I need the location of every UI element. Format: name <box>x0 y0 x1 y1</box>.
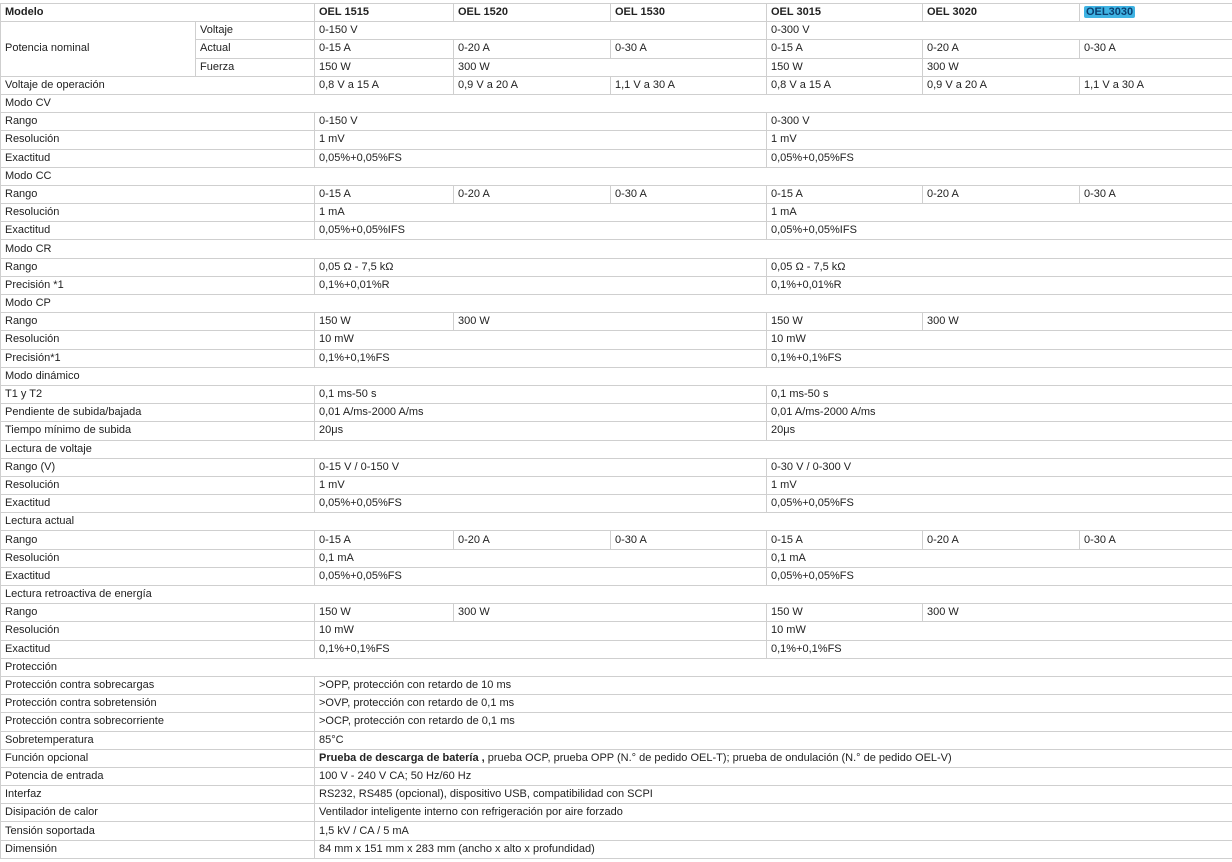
cell: 0,05 Ω - 7,5 kΩ <box>315 258 767 276</box>
row-rated-voltage <box>1 22 1232 40</box>
row-label: Rango <box>1 258 315 276</box>
table-row <box>1 567 1232 585</box>
header-label: Modelo <box>1 4 315 22</box>
row-label: Resolución <box>1 331 315 349</box>
cell: 0-20 A <box>454 531 611 549</box>
cell: 0-30 A <box>1080 185 1232 203</box>
table-row <box>1 622 1232 640</box>
cell: 0,1%+0,01%R <box>315 276 767 294</box>
header-row <box>1 4 1232 22</box>
cell: 10 mW <box>767 622 1232 640</box>
section-title: Modo dinámico <box>1 367 1232 385</box>
row-label: Protección contra sobrecorriente <box>1 713 315 731</box>
row-label: Rango <box>1 185 315 203</box>
cell: 0-20 A <box>454 40 611 58</box>
highlighted-model[interactable]: OEL3030 <box>1086 6 1134 19</box>
section-cc <box>1 167 1232 185</box>
cell: 0,1 mA <box>315 549 767 567</box>
table-row <box>1 313 1232 331</box>
row-label: Exactitud <box>1 640 315 658</box>
cell: 0,05%+0,05%FS <box>767 495 1232 513</box>
row-label: Rango (V) <box>1 458 315 476</box>
table-row <box>1 204 1232 222</box>
section-title: Modo CR <box>1 240 1232 258</box>
cell: 0-30 A <box>1080 531 1232 549</box>
cell: RS232, RS485 (opcional), dispositivo USB, compatibilidad con SCPI <box>315 786 1232 804</box>
section-current-reading <box>1 513 1232 531</box>
cell: 1 mV <box>315 476 767 494</box>
cell: 0,1 ms-50 s <box>315 385 767 403</box>
cell: 0,01 A/ms-2000 A/ms <box>315 404 767 422</box>
cell: 150 W <box>767 604 923 622</box>
row-label: Resolución <box>1 131 315 149</box>
table-row <box>1 385 1232 403</box>
row-label: Dimensión <box>1 840 315 858</box>
row-label: Interfaz <box>1 786 315 804</box>
cell: 100 V - 240 V CA; 50 Hz/60 Hz <box>315 767 1232 785</box>
section-cp <box>1 295 1232 313</box>
row-label: Protección contra sobrecargas <box>1 676 315 694</box>
row-label: Precisión*1 <box>1 349 315 367</box>
cell: 1 mA <box>767 204 1232 222</box>
row-label: T1 y T2 <box>1 385 315 403</box>
spec-table <box>0 3 1232 859</box>
cell: 0,05%+0,05%FS <box>315 567 767 585</box>
cell: 1 mV <box>767 131 1232 149</box>
table-row <box>1 531 1232 549</box>
section-protection <box>1 658 1232 676</box>
table-row <box>1 222 1232 240</box>
table-row <box>1 476 1232 494</box>
cell: 0-15 A <box>767 531 923 549</box>
row-op-voltage <box>1 76 1232 94</box>
table-row <box>1 495 1232 513</box>
cell: >OCP, protección con retardo de 0,1 ms <box>315 713 1232 731</box>
table-row <box>1 676 1232 694</box>
model-2: OEL 1520 <box>454 4 611 22</box>
cell: 0,1%+0,1%FS <box>767 640 1232 658</box>
model-6 <box>1080 4 1232 22</box>
row-label: Exactitud <box>1 222 315 240</box>
rated-label: Potencia nominal <box>1 22 196 77</box>
cell: 0-300 V <box>767 113 1232 131</box>
section-title: Lectura de voltaje <box>1 440 1232 458</box>
model-5: OEL 3020 <box>923 4 1080 22</box>
cell: 0,05%+0,05%FS <box>767 149 1232 167</box>
cell: 300 W <box>454 604 767 622</box>
cell: 0-20 A <box>923 531 1080 549</box>
cell: 0,05 Ω - 7,5 kΩ <box>767 258 1232 276</box>
cell: Ventilador inteligente interno con refrigeración por aire forzado <box>315 804 1232 822</box>
row-label: Precisión *1 <box>1 276 315 294</box>
section-cv <box>1 94 1232 112</box>
row-label: Protección contra sobretensión <box>1 695 315 713</box>
row-label: Voltaje de operación <box>1 76 315 94</box>
cell: 300 W <box>923 604 1232 622</box>
cell: 85°C <box>315 731 1232 749</box>
rated-current-label: Actual <box>196 40 315 58</box>
optional-function-bold: Prueba de descarga de batería , <box>319 751 485 764</box>
section-title: Lectura actual <box>1 513 1232 531</box>
table-row <box>1 840 1232 858</box>
cell: 0-15 A <box>315 185 454 203</box>
cell: 1,1 V a 30 A <box>1080 76 1232 94</box>
cell: 84 mm x 151 mm x 283 mm (ancho x alto x profundidad) <box>315 840 1232 858</box>
cell: >OVP, protección con retardo de 0,1 ms <box>315 695 1232 713</box>
cell: 0-150 V <box>315 22 767 40</box>
row-label: Rango <box>1 604 315 622</box>
cell: 300 W <box>923 313 1232 331</box>
section-power-reading <box>1 586 1232 604</box>
cell: 1,5 kV / CA / 5 mA <box>315 822 1232 840</box>
table-row <box>1 331 1232 349</box>
cell: 0,9 V a 20 A <box>454 76 611 94</box>
cell: 10 mW <box>315 331 767 349</box>
cell: 0-30 A <box>611 531 767 549</box>
table-row <box>1 349 1232 367</box>
table-row <box>1 258 1232 276</box>
cell: 0,01 A/ms-2000 A/ms <box>767 404 1232 422</box>
clipped-top-text <box>0 0 1232 2</box>
table-row <box>1 149 1232 167</box>
cell: 0-15 A <box>315 40 454 58</box>
cell: 1 mV <box>767 476 1232 494</box>
row-label: Potencia de entrada <box>1 767 315 785</box>
row-label: Rango <box>1 313 315 331</box>
table-row <box>1 713 1232 731</box>
table-row <box>1 404 1232 422</box>
row-label: Resolución <box>1 622 315 640</box>
cell: 0-15 A <box>767 40 923 58</box>
cell: 0,1%+0,1%FS <box>767 349 1232 367</box>
row-label: Rango <box>1 113 315 131</box>
cell: 0-30 A <box>611 185 767 203</box>
table-row <box>1 604 1232 622</box>
section-title: Modo CP <box>1 295 1232 313</box>
table-row <box>1 276 1232 294</box>
row-label: Exactitud <box>1 567 315 585</box>
table-row <box>1 786 1232 804</box>
cell: 150 W <box>767 58 923 76</box>
cell: 10 mW <box>315 622 767 640</box>
cell: 0-300 V <box>767 22 1232 40</box>
cell: 1,1 V a 30 A <box>611 76 767 94</box>
section-title: Modo CC <box>1 167 1232 185</box>
table-row <box>1 804 1232 822</box>
cell: 20μs <box>767 422 1232 440</box>
table-row <box>1 185 1232 203</box>
row-label: Sobretemperatura <box>1 731 315 749</box>
row-label: Rango <box>1 531 315 549</box>
row-label: Exactitud <box>1 149 315 167</box>
cell: 0-30 V / 0-300 V <box>767 458 1232 476</box>
row-label: Función opcional <box>1 749 315 767</box>
cell: 1 mA <box>315 204 767 222</box>
section-voltage-reading <box>1 440 1232 458</box>
cell: 0,8 V a 15 A <box>767 76 923 94</box>
cell: 0,1%+0,1%FS <box>315 640 767 658</box>
table-row <box>1 695 1232 713</box>
cell: 0-20 A <box>454 185 611 203</box>
cell: 150 W <box>315 58 454 76</box>
cell: 10 mW <box>767 331 1232 349</box>
row-label: Resolución <box>1 476 315 494</box>
table-row <box>1 822 1232 840</box>
cell: 1 mV <box>315 131 767 149</box>
cell: 0,1 mA <box>767 549 1232 567</box>
cell: 150 W <box>315 313 454 331</box>
table-row <box>1 113 1232 131</box>
table-row <box>1 749 1232 767</box>
row-label: Resolución <box>1 204 315 222</box>
cell: 300 W <box>454 58 767 76</box>
cell: 300 W <box>923 58 1232 76</box>
row-label: Disipación de calor <box>1 804 315 822</box>
cell: 0,05%+0,05%FS <box>315 149 767 167</box>
row-label: Exactitud <box>1 495 315 513</box>
cell: 300 W <box>454 313 767 331</box>
table-row <box>1 422 1232 440</box>
cell: 0,1%+0,1%FS <box>315 349 767 367</box>
cell: >OPP, protección con retardo de 10 ms <box>315 676 1232 694</box>
cell: 0,1 ms-50 s <box>767 385 1232 403</box>
cell: 0,05%+0,05%IFS <box>315 222 767 240</box>
cell: 0-15 A <box>767 185 923 203</box>
model-4: OEL 3015 <box>767 4 923 22</box>
model-3: OEL 1530 <box>611 4 767 22</box>
table-row <box>1 131 1232 149</box>
section-title: Protección <box>1 658 1232 676</box>
optional-function-rest: prueba OCP, prueba OPP (N.° de pedido OEL-T); prueba de ondulación (N.° de pedido OEL-V) <box>484 751 952 764</box>
cell: 0-15 V / 0-150 V <box>315 458 767 476</box>
cell: 0,8 V a 15 A <box>315 76 454 94</box>
table-row <box>1 767 1232 785</box>
rated-power-label: Fuerza <box>196 58 315 76</box>
cell: 150 W <box>767 313 923 331</box>
table-row <box>1 458 1232 476</box>
cell: 0,05%+0,05%FS <box>767 567 1232 585</box>
cell: 0,05%+0,05%FS <box>315 495 767 513</box>
table-row <box>1 640 1232 658</box>
section-title: Modo CV <box>1 94 1232 112</box>
section-cr <box>1 240 1232 258</box>
cell: 0-20 A <box>923 40 1080 58</box>
row-label: Resolución <box>1 549 315 567</box>
row-label: Tiempo mínimo de subida <box>1 422 315 440</box>
optional-function-cell <box>315 749 1232 767</box>
cell: 0,05%+0,05%IFS <box>767 222 1232 240</box>
table-row <box>1 731 1232 749</box>
rated-voltage-label: Voltaje <box>196 22 315 40</box>
cell: 0-150 V <box>315 113 767 131</box>
row-label: Pendiente de subida/bajada <box>1 404 315 422</box>
cell: 150 W <box>315 604 454 622</box>
cell: 0-15 A <box>315 531 454 549</box>
section-title: Lectura retroactiva de energía <box>1 586 1232 604</box>
model-1: OEL 1515 <box>315 4 454 22</box>
cell: 20μs <box>315 422 767 440</box>
cell: 0-20 A <box>923 185 1080 203</box>
cell: 0,9 V a 20 A <box>923 76 1080 94</box>
cell: 0-30 A <box>1080 40 1232 58</box>
section-dynamic <box>1 367 1232 385</box>
cell: 0-30 A <box>611 40 767 58</box>
cell: 0,1%+0,01%R <box>767 276 1232 294</box>
table-row <box>1 549 1232 567</box>
row-label: Tensión soportada <box>1 822 315 840</box>
